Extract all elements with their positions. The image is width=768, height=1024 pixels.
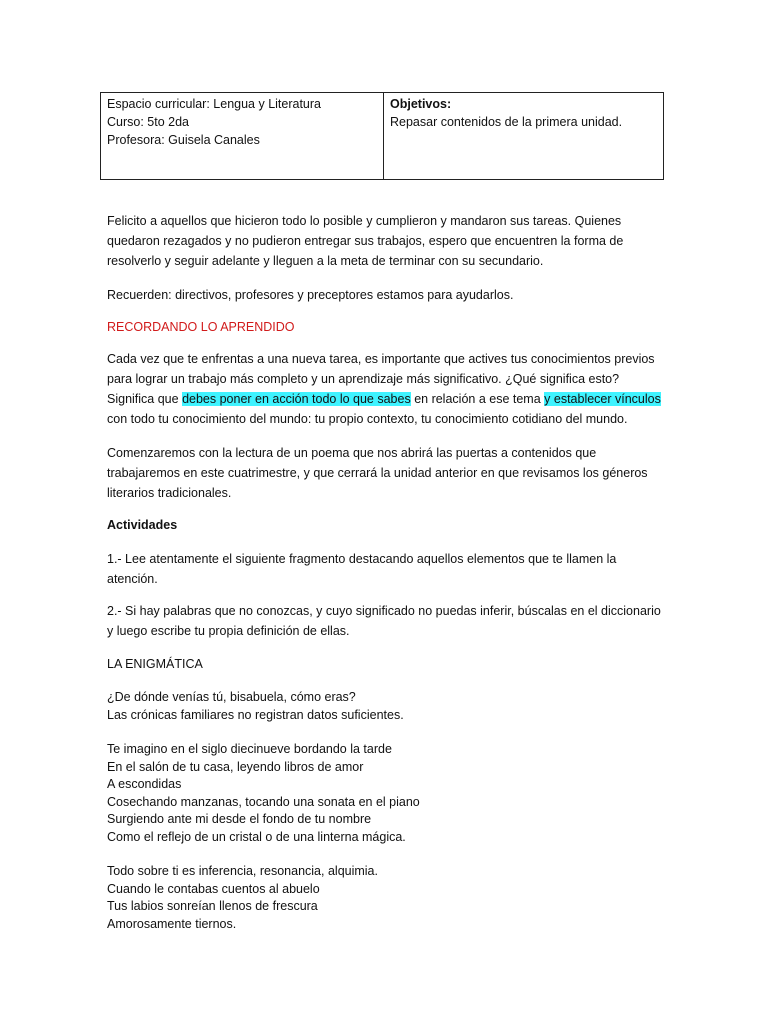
activity-line: y luego escribe tu propia definición de ellas. [107,624,350,638]
poem-title: LA ENIGMÁTICA [107,657,203,671]
poem-line: Cuando le contabas cuentos al abuelo [107,881,320,896]
text-segment: Significa que [107,392,183,406]
activities-heading: Actividades [107,518,178,532]
activity-1 [107,549,663,589]
poem-line: En el salón de tu casa, leyendo libros de amor [107,759,364,774]
poem-line: ¿De dónde venías tú, bisabuela, cómo eras? [107,690,356,704]
paragraph-line: para lograr un trabajo más completo y un aprendizaje más significativo. ¿Qué significa esto? [107,372,620,386]
objectives-heading: Objetivos: [390,97,452,111]
poem-stanza-3 [107,863,663,933]
activity-line: 2.- Si hay palabras que no conozcas, y cuyo significado no puedas inferir, búscalas en el diccionario [107,604,661,618]
curricular-space: Espacio curricular: Lengua y Literatura [107,97,322,111]
text-segment: en relación a ese tema [410,392,545,406]
reminder-paragraph [107,285,663,305]
intro-line: quedaron rezagados y no pudieron entregar sus trabajos, espero que encuentren la forma de [107,234,624,248]
reading-intro-paragraph [107,443,663,503]
poem-stanza-1 [107,689,663,724]
teacher-label: Profesora: Guisela Canales [107,133,260,147]
activity-line: atención. [107,572,158,586]
paragraph-line: con todo tu conocimiento del mundo: tu propio contexto, tu conocimiento cotidiano del mundo. [107,412,628,426]
poem-line: Tus labios sonreían llenos de frescura [107,899,318,913]
paragraph-line: Cada vez que te enfrentas a una nueva tarea, es importante que actives tus conocimientos previos [107,352,655,366]
highlighted-text: y establecer vínculos [544,392,661,406]
paragraph-line [107,389,663,409]
poem-line: Te imagino en el siglo diecinueve bordando la tarde [107,742,392,756]
poem-line: Todo sobre ti es inferencia, resonancia, alquimia. [107,864,378,878]
objectives-text: Repasar contenidos de la primera unidad. [390,115,623,129]
intro-paragraph [107,211,663,271]
paragraph-line: trabajaremos en este cuatrimestre, y que cerrará la unidad anterior en que revisamos los géneros [107,466,648,480]
objectives-cell [384,93,664,180]
activity-2 [107,601,663,641]
poem-line: A escondidas [107,777,182,791]
section-title: RECORDANDO LO APRENDIDO [107,320,295,334]
prior-knowledge-paragraph [107,349,663,429]
intro-line: Felicito a aquellos que hicieron todo lo posible y cumplieron y mandaron sus tareas. Quienes [107,214,622,228]
poem-line: Surgiendo ante mi desde el fondo de tu nombre [107,812,372,826]
poem-line: Amorosamente tiernos. [107,916,237,931]
poem-line: Como el reflejo de un cristal o de una linterna mágica. [107,829,406,844]
intro-line: resolverlo y seguir adelante y lleguen a la meta de terminar con su secundario. [107,254,544,268]
course-label: Curso: 5to 2da [107,115,189,129]
activity-line: 1.- Lee atentamente el siguiente fragmento destacando aquellos elementos que te llamen la [107,552,617,566]
poem-stanza-2 [107,741,663,846]
poem-line: Cosechando manzanas, tocando una sonata en el piano [107,794,420,809]
paragraph-line: Comenzaremos con la lectura de un poema que nos abrirá las puertas a contenidos que [107,446,597,460]
course-info-cell [101,93,384,180]
reminder-line: Recuerden: directivos, profesores y preceptores estamos para ayudarlos. [107,288,514,302]
poem-line: Las crónicas familiares no registran datos suficientes. [107,707,404,722]
paragraph-line: literarios tradicionales. [107,486,232,500]
header-table [100,92,664,180]
highlighted-text: debes poner en acción todo lo que sabes [182,392,411,406]
